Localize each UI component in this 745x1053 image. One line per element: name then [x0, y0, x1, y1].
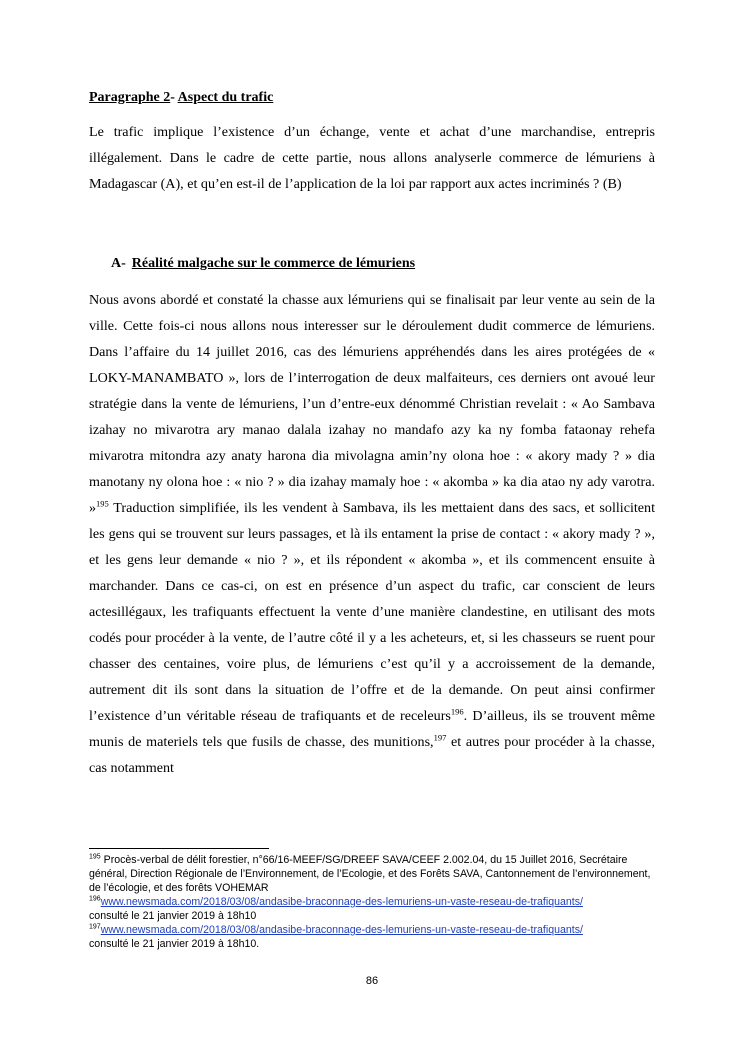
page-number: 86 [365, 975, 379, 987]
subsection-marker: A- [111, 256, 126, 271]
body-text-part4: et autres pour procéder à la chasse, cas notamment [89, 734, 655, 776]
intro-paragraph: Le trafic implique l’existence d’un échange, vente et achat d’une marchandise, entrepris illégalement. Dans le cadre de cette partie, nous allons analyserle commerce de lémuriens à Madagascar (A), et qu’en est-il de l’application de la loi par rapport aux actes incriminés ? (B) [89, 124, 655, 192]
footnote-ref-197[interactable]: 197 [433, 732, 447, 743]
footnote-ref-195[interactable]: 195 [96, 498, 109, 509]
section-heading [89, 88, 273, 108]
footnote-195 [89, 853, 655, 895]
footnote-consulted: consulté le 21 janvier 2019 à 18h10 [89, 910, 257, 922]
body-text-part3: . D’ailleus, ils se trouvent même munis de materiels tels que fusils de chasse, des munitions, [89, 708, 655, 750]
footnote-number: 195 [89, 853, 101, 861]
footnote-196 [89, 895, 655, 923]
footnote-consulted: consulté le 21 janvier 2019 à 18h10. [89, 938, 260, 950]
footnote-text: Procès-verbal de délit forestier, n°66/16-MEEF/SG/DREEF SAVA/CEEF 2.002.04, du 15 Juillet 2016, Secrétaire général, Direction Régionale de l’Environnement, de l’Ecologie, et des Forêts SAVA, Cantonnement de l’environnement, de l’écologie, et des forêts VOHEMAR [89, 854, 651, 894]
footnote-number: 197 [89, 923, 101, 931]
heading-separator: - [170, 90, 178, 105]
subsection-title: Réalité malgache sur le commerce de lémuriens [131, 256, 416, 271]
body-paragraph [89, 287, 655, 781]
footnotes [89, 853, 655, 951]
footnote-ref-196[interactable]: 196 [450, 706, 464, 717]
subsection-heading [111, 254, 415, 274]
footnote-divider [89, 848, 269, 849]
footnote-link[interactable]: www.newsmada.com/2018/03/08/andasibe-braconnage-des-lemuriens-un-vaste-reseau-de-trafiquants/ [100, 896, 583, 908]
body-text-part2: Traduction simplifiée, ils les vendent à Sambava, ils les mettaient dans des sacs, et sollicitent les gens qui se trouvent sur leurs passages, et là ils entament la prise de contact : « akory mady ? », et les gens leur demande « nio ? », et ils répondent « akomba », et ils commencent ensuite à marchander. Dans ce cas-ci, on est en présence d’un aspect du trafic, car conscient de leurs actesillégaux, les trafiquants effectuent la vente d’une manière clandestine, en utilisant des mots codés pour procéder à la vente, de l’autre côté il y a les acheteurs, et, si les chasseurs se ruent pour chasser des centaines, voire plus, de lémuriens c’est qu’il y a accroissement de la demande, autrement dit ils sont dans la situation de l’offre et de la demande. On peut ainsi confirmer l’existence d’un véritable réseau de trafiquants et de receleurs [89, 500, 655, 724]
heading-title: Aspect du trafic [177, 90, 274, 105]
body-text-part1: Nous avons abordé et constaté la chasse aux lémuriens qui se finalisait par leur vente au sein de la ville. Cette fois-ci nous allons nous interesser sur le déroulement dudit commerce de lémuriens. Dans l’affaire du 14 juillet 2016, cas des lémuriens appréhendés dans les aires protégées de « LOKY-MANAMBATO », lors de l’interrogation de deux malfaiteurs, ces derniers ont avoué leur stratégie dans la vente de lémuriens, l’un d’entre-eux dénommé Christian revelait : « Ao Sambava izahay no mivarotra ary manao dalala izahay no mandafo azy ka ny fomba fataonay rehefa mivarotra mitondra azy anaty harona dia mivolagna amin’ny olona hoe : « akory mady ? » dia manotany ny olona hoe : « nio ? » dia izahay mamaly hoe : « akomba » ka dia atao ny ady varotra. » [89, 292, 655, 516]
footnote-number: 196 [89, 895, 101, 903]
heading-label: Paragraphe 2 [89, 90, 171, 105]
footnote-link[interactable]: www.newsmada.com/2018/03/08/andasibe-braconnage-des-lemuriens-un-vaste-reseau-de-trafiquants/ [100, 924, 583, 936]
footnote-197 [89, 923, 655, 951]
